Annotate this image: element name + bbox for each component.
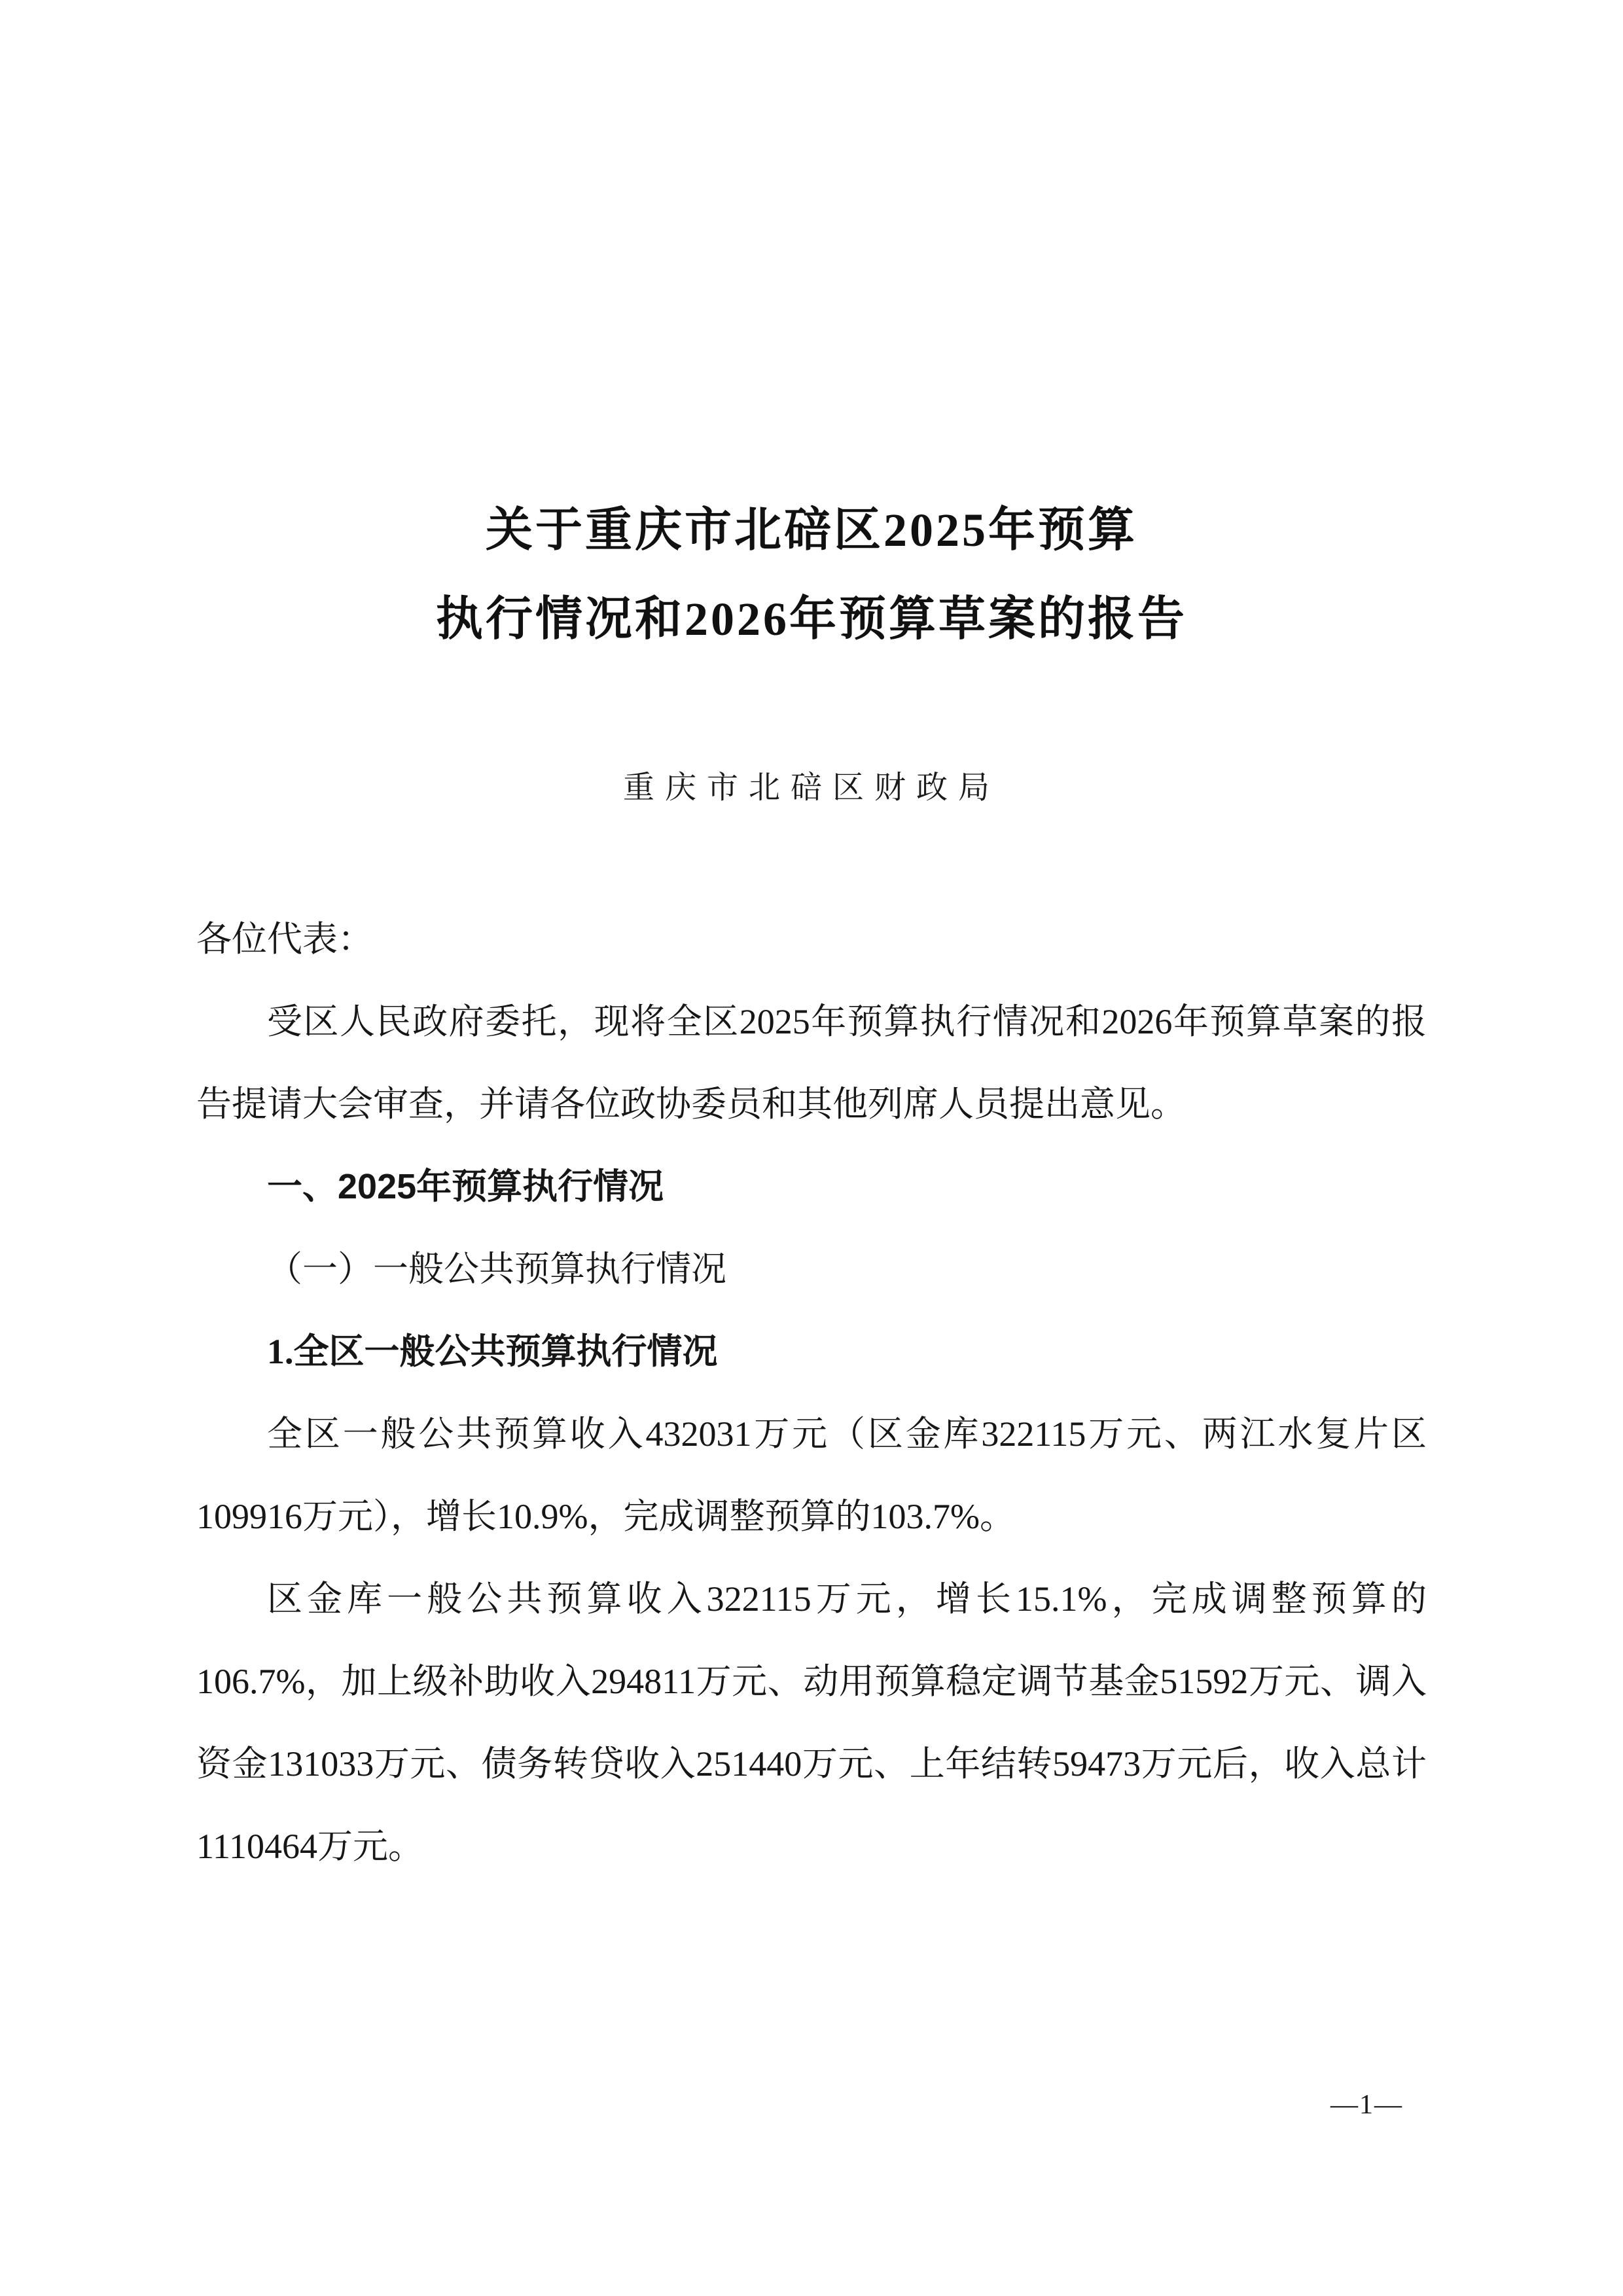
document-body [196,898,1427,1888]
page-number: —1— [1330,2090,1403,2120]
paragraph-introduction: 受区人民政府委托，现将全区2025年预算执行情况和2026年预算草案的报告提请大会审查，并请各位政协委员和其他列席人员提出意见。 [196,1002,1427,1124]
document-title-line1: 关于重庆市北碚区2025年预算 [485,504,1137,556]
heading-general-public-budget: （一）一般公共预算执行情况 [267,1249,726,1289]
heading-district-budget-execution: 1.全区一般公共预算执行情况 [267,1332,718,1371]
issuing-organization: 重庆市北碚区财政局 [622,770,1000,805]
paragraph-revenue-overall: 全区一般公共预算收入432031万元（区金库322115万元、两江水复片区109916万元），增长10.9%，完成调整预算的103.7%。 [196,1414,1427,1536]
document-title-line2: 执行情况和2026年预算草案的报告 [435,593,1187,645]
salutation: 各位代表： [196,920,373,959]
heading-budget-execution: 一、2025年预算执行情况 [267,1167,664,1206]
paragraph-revenue-treasury: 区金库一般公共预算收入322115万元，增长15.1%，完成调整预算的106.7%，加上级补助收入294811万元、动用预算稳定调节基金51592万元、调入资金131033万元、债务转贷收入251440万元、上年结转59473万元后，收入总计1110464万元。 [196,1579,1427,1866]
document-title [0,486,1623,664]
